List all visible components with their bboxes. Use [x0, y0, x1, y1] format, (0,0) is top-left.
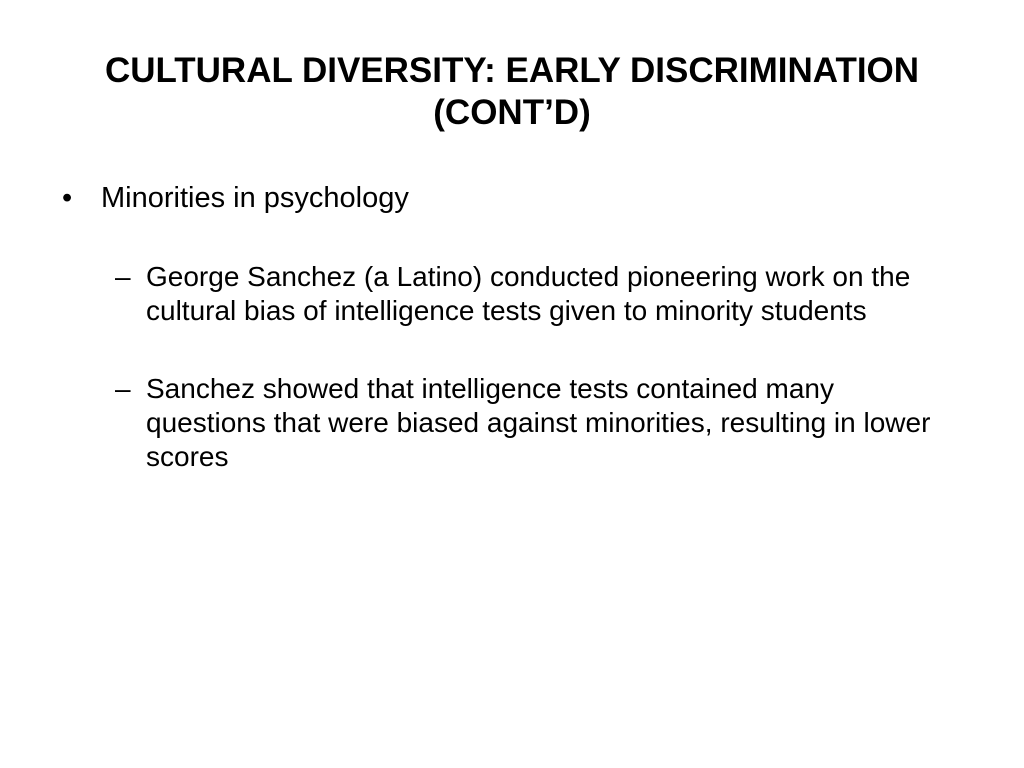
sub-bullet-item — [115, 260, 955, 328]
bullet-marker: • — [62, 182, 73, 214]
sub-bullet-marker: – — [115, 261, 131, 292]
sub-bullet-text: George Sanchez (a Latino) conducted pioneering work on the cultural bias of intelligence tests given to minority students — [146, 261, 911, 326]
slide-title: CULTURAL DIVERSITY: EARLY DISCRIMINATION (CONT’D) — [104, 51, 920, 132]
slide-content — [0, 178, 1024, 518]
sub-bullet-item — [115, 372, 955, 474]
bullet-item — [62, 178, 1024, 218]
sub-bullet-list — [0, 260, 1024, 474]
sub-bullet-marker: – — [115, 373, 131, 404]
sub-bullet-text: Sanchez showed that intelligence tests contained many questions that were biased against minorities, resulting in lower scores — [146, 373, 931, 472]
bullet-text: Minorities in psychology — [101, 182, 409, 214]
